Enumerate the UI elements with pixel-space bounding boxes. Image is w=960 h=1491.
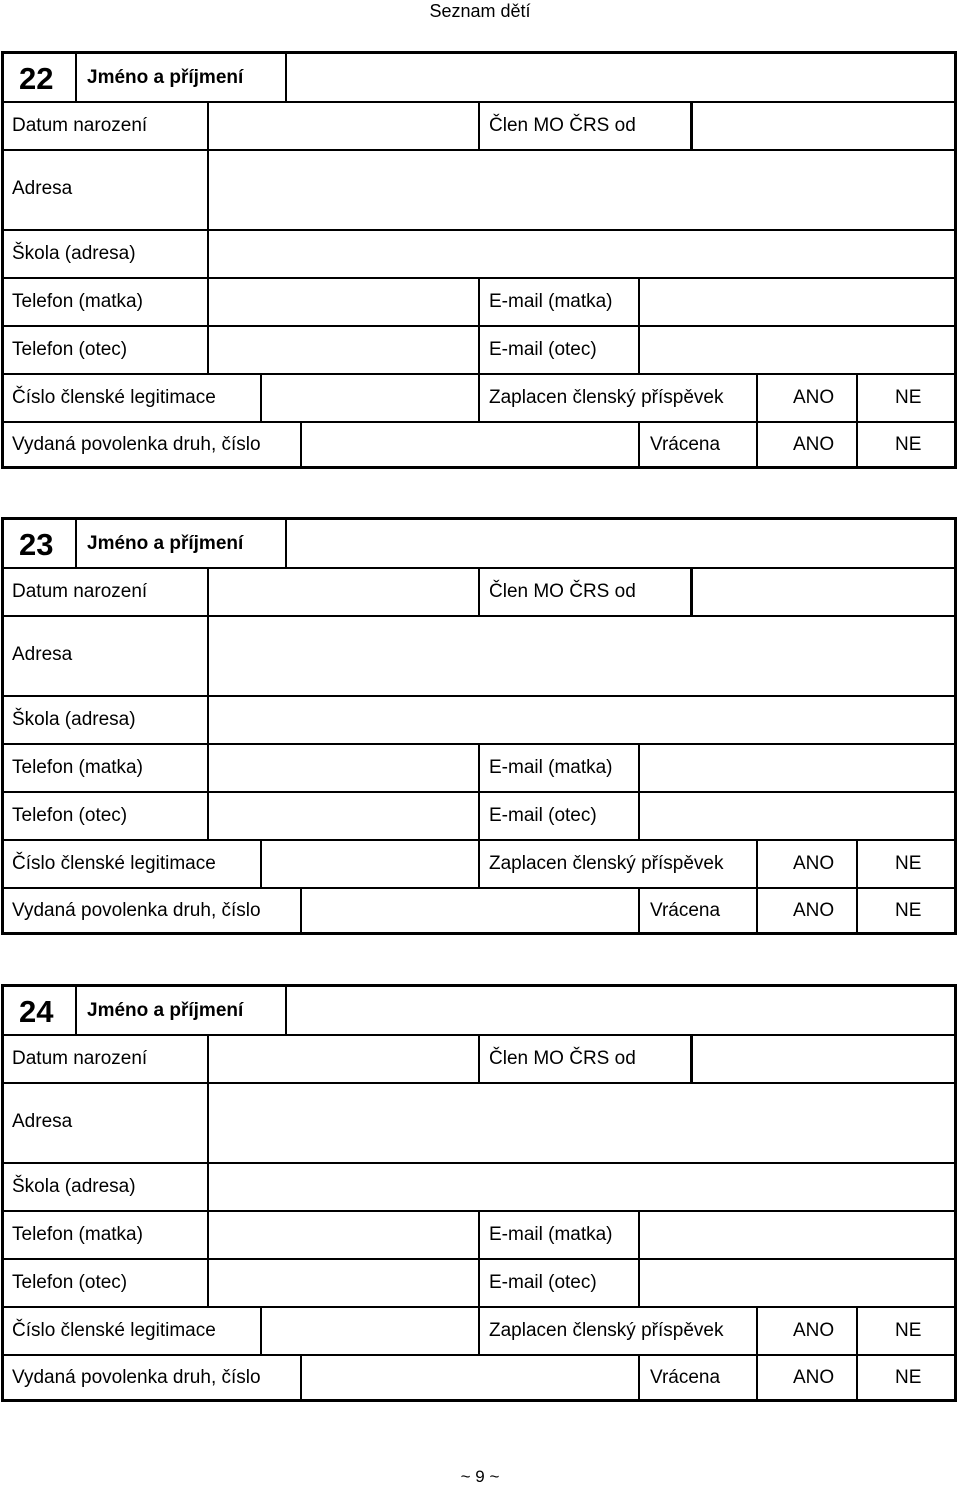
phone-mother-label: Telefon (matka)	[12, 1224, 143, 1245]
divider	[756, 423, 758, 466]
divider	[638, 1260, 640, 1306]
birth-label: Datum narození	[12, 1048, 148, 1069]
membership-card-row	[4, 373, 954, 421]
email-father-label: E-mail (otec)	[489, 1272, 597, 1293]
divider	[856, 1356, 858, 1399]
fee-yes-option[interactable]: ANO	[793, 1320, 835, 1341]
address-row	[4, 615, 954, 695]
school-row	[4, 1162, 954, 1210]
divider	[756, 841, 758, 887]
school-row	[4, 229, 954, 277]
divider	[207, 1212, 209, 1258]
divider	[207, 1164, 209, 1210]
divider	[285, 54, 287, 101]
divider	[478, 327, 480, 373]
member-since-label: Člen MO ČRS od	[489, 581, 636, 602]
email-mother-label: E-mail (matka)	[489, 1224, 613, 1245]
divider	[638, 745, 640, 791]
returned-no-option[interactable]: NE	[895, 900, 922, 921]
phone-mother-label: Telefon (matka)	[12, 291, 143, 312]
returned-label: Vrácena	[650, 900, 721, 921]
fee-paid-label: Zaplacen členský příspěvek	[489, 1320, 724, 1341]
fee-yes-option[interactable]: ANO	[793, 387, 835, 408]
divider	[75, 987, 77, 1034]
permit-row	[4, 887, 954, 932]
returned-yes-option[interactable]: ANO	[793, 1367, 835, 1388]
birth-label: Datum narození	[12, 581, 148, 602]
fee-yes-option[interactable]: ANO	[793, 853, 835, 874]
returned-no-option[interactable]: NE	[895, 434, 922, 455]
divider	[638, 793, 640, 839]
school-row	[4, 695, 954, 743]
returned-label: Vrácena	[650, 1367, 721, 1388]
name-row	[4, 520, 954, 567]
card-number-label: Číslo členské legitimace	[12, 387, 216, 408]
birth-row	[4, 101, 954, 149]
returned-label: Vrácena	[650, 434, 721, 455]
child-number: 24	[19, 994, 54, 1029]
membership-card-row	[4, 1306, 954, 1354]
divider	[856, 841, 858, 887]
permit-label: Vydaná povolenka druh, číslo	[12, 1367, 261, 1388]
birth-row	[4, 1034, 954, 1082]
divider	[638, 423, 640, 466]
fee-no-option[interactable]: NE	[895, 387, 922, 408]
child-card-22	[1, 51, 957, 469]
email-father-label: E-mail (otec)	[489, 805, 597, 826]
school-label: Škola (adresa)	[12, 243, 136, 264]
email-mother-label: E-mail (matka)	[489, 757, 613, 778]
phone-father-row	[4, 791, 954, 839]
divider	[478, 745, 480, 791]
phone-father-row	[4, 1258, 954, 1306]
name-label: Jméno a příjmení	[87, 67, 244, 88]
divider	[207, 697, 209, 743]
divider	[260, 841, 262, 887]
divider	[207, 1260, 209, 1306]
phone-mother-row	[4, 743, 954, 791]
card-number-label: Číslo členské legitimace	[12, 1320, 216, 1341]
divider	[75, 520, 77, 567]
child-number: 23	[19, 527, 54, 562]
divider	[260, 1308, 262, 1354]
permit-label: Vydaná povolenka druh, číslo	[12, 900, 261, 921]
divider	[75, 54, 77, 101]
permit-row	[4, 1354, 954, 1399]
child-number: 22	[19, 61, 54, 96]
divider	[207, 231, 209, 277]
returned-yes-option[interactable]: ANO	[793, 434, 835, 455]
divider	[638, 1212, 640, 1258]
divider	[285, 987, 287, 1034]
phone-mother-row	[4, 277, 954, 325]
name-row	[4, 54, 954, 101]
address-label: Adresa	[12, 178, 73, 199]
divider	[207, 1084, 209, 1162]
divider	[207, 745, 209, 791]
divider	[478, 103, 480, 149]
returned-yes-option[interactable]: ANO	[793, 900, 835, 921]
name-label: Jméno a příjmení	[87, 533, 244, 554]
divider	[285, 520, 287, 567]
membership-card-row	[4, 839, 954, 887]
permit-row	[4, 421, 954, 466]
divider	[207, 103, 209, 149]
phone-mother-label: Telefon (matka)	[12, 757, 143, 778]
divider	[856, 375, 858, 421]
divider	[478, 279, 480, 325]
email-father-label: E-mail (otec)	[489, 339, 597, 360]
divider	[478, 1212, 480, 1258]
returned-no-option[interactable]: NE	[895, 1367, 922, 1388]
fee-paid-label: Zaplacen členský příspěvek	[489, 387, 724, 408]
member-since-label: Člen MO ČRS od	[489, 1048, 636, 1069]
birth-row	[4, 567, 954, 615]
birth-label: Datum narození	[12, 115, 148, 136]
divider	[207, 793, 209, 839]
divider	[756, 889, 758, 932]
divider	[478, 569, 480, 615]
fee-no-option[interactable]: NE	[895, 1320, 922, 1341]
child-card-24	[1, 984, 957, 1402]
phone-father-row	[4, 325, 954, 373]
divider	[690, 103, 693, 149]
divider	[478, 375, 480, 421]
school-label: Škola (adresa)	[12, 709, 136, 730]
divider	[207, 569, 209, 615]
name-label: Jméno a příjmení	[87, 1000, 244, 1021]
divider	[690, 1036, 693, 1082]
fee-paid-label: Zaplacen členský příspěvek	[489, 853, 724, 874]
fee-no-option[interactable]: NE	[895, 853, 922, 874]
divider	[638, 1356, 640, 1399]
divider	[207, 151, 209, 229]
page-header-title: Seznam dětí	[429, 1, 531, 21]
member-since-label: Člen MO ČRS od	[489, 115, 636, 136]
phone-father-label: Telefon (otec)	[12, 339, 128, 360]
divider	[856, 1308, 858, 1354]
divider	[690, 569, 693, 615]
divider	[207, 1036, 209, 1082]
page-number: ~ 9 ~	[460, 1467, 500, 1486]
name-row	[4, 987, 954, 1034]
divider	[300, 889, 302, 932]
phone-mother-row	[4, 1210, 954, 1258]
address-row	[4, 1082, 954, 1162]
divider	[478, 1036, 480, 1082]
divider	[478, 1308, 480, 1354]
divider	[638, 327, 640, 373]
address-row	[4, 149, 954, 229]
divider	[756, 375, 758, 421]
divider	[756, 1308, 758, 1354]
permit-label: Vydaná povolenka druh, číslo	[12, 434, 261, 455]
divider	[207, 279, 209, 325]
divider	[300, 1356, 302, 1399]
email-mother-label: E-mail (matka)	[489, 291, 613, 312]
divider	[478, 841, 480, 887]
phone-father-label: Telefon (otec)	[12, 805, 128, 826]
divider	[207, 617, 209, 695]
divider	[638, 279, 640, 325]
card-number-label: Číslo členské legitimace	[12, 853, 216, 874]
divider	[207, 327, 209, 373]
divider	[260, 375, 262, 421]
child-card-23	[1, 517, 957, 935]
divider	[478, 793, 480, 839]
divider	[478, 1260, 480, 1306]
divider	[856, 423, 858, 466]
divider	[756, 1356, 758, 1399]
divider	[856, 889, 858, 932]
address-label: Adresa	[12, 1111, 73, 1132]
phone-father-label: Telefon (otec)	[12, 1272, 128, 1293]
divider	[300, 423, 302, 466]
address-label: Adresa	[12, 644, 73, 665]
divider	[638, 889, 640, 932]
school-label: Škola (adresa)	[12, 1176, 136, 1197]
